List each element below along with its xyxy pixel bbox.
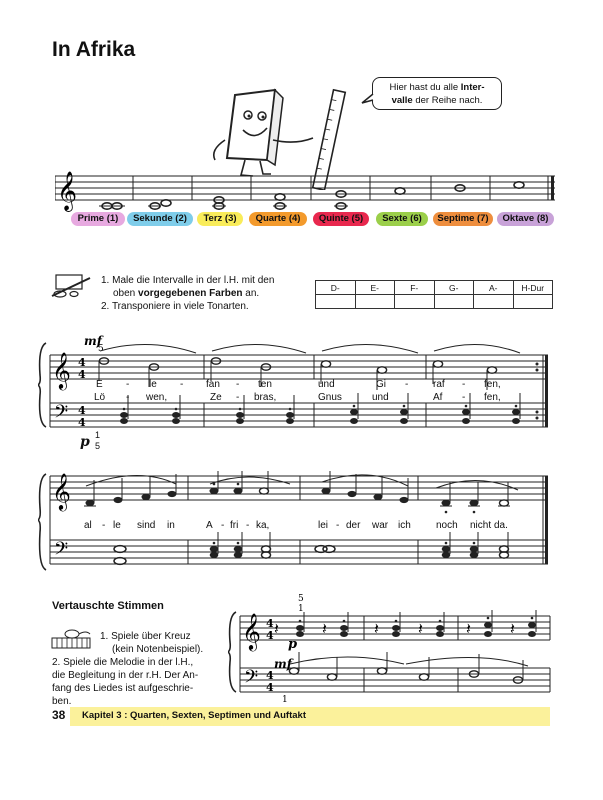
treble-clef-icon: 𝄞 — [52, 472, 71, 510]
lyric: - — [462, 379, 466, 390]
section-title: Vertauschte Stimmen — [52, 600, 164, 612]
lyric: Lö — [94, 392, 106, 403]
time-signature: 4 — [78, 416, 86, 429]
dynamic-p: p — [80, 434, 90, 450]
key-cell: D- — [316, 281, 356, 295]
lyric: nicht — [470, 520, 492, 531]
interval-label: Terz (3) — [197, 212, 243, 226]
time-signature: 4 — [266, 681, 274, 694]
rest-icon: 𝄽 — [466, 619, 471, 638]
time-signature: 4 — [78, 368, 86, 381]
rest-icon: 𝄽 — [322, 619, 327, 638]
lyric: fen, — [484, 392, 501, 403]
lyric: da. — [494, 520, 508, 531]
speech-bubble: Hier hast du alle Inter- valle der Reihe nach. — [372, 77, 502, 110]
fingering: 1 — [282, 695, 288, 704]
lyric: le — [149, 379, 157, 390]
time-signature: 4 — [266, 629, 274, 642]
interval-label: Sekunde (2) — [127, 212, 193, 226]
lyric: - — [126, 379, 130, 390]
grand-staff-3 — [228, 592, 554, 704]
interval-label: Sexte (6) — [376, 212, 428, 226]
lyric: war — [372, 520, 389, 531]
lyric: lei — [318, 520, 329, 531]
treble-clef-icon: 𝄞 — [242, 612, 261, 650]
rest-icon: 𝄽 — [274, 619, 279, 638]
lyric: sind — [137, 520, 156, 531]
key-cell: H-Dur — [513, 281, 553, 295]
lyric: - — [221, 520, 225, 531]
instructions-2: 1. Spiele über Kreuz (kein Notenbeispiel). 2. Spiele die Melodie in der l.H., die Begleitung in der r.H. Der An- fang des Liedes ist aufgeschrie- ben. — [52, 631, 204, 707]
lyric: und — [318, 379, 335, 390]
lyric: ka, — [256, 520, 270, 531]
paint-palette-icon — [50, 272, 94, 300]
lyric: bras, — [254, 392, 277, 403]
bass-clef-icon: 𝄢 — [54, 539, 69, 564]
lyric: der — [346, 520, 361, 531]
page-number: 38 — [52, 708, 66, 722]
lyric: fen, — [484, 379, 501, 390]
treble-clef-icon: 𝄞 — [57, 171, 78, 211]
lyric: - — [236, 379, 240, 390]
rest-icon: 𝄽 — [510, 619, 515, 638]
lyric: - — [126, 392, 130, 403]
lyric: und — [372, 392, 389, 403]
interval-label: Septime (7) — [433, 212, 493, 226]
key-cell: E- — [355, 281, 395, 295]
key-table — [315, 280, 553, 309]
time-signature: 4 — [78, 404, 86, 417]
interval-label: Quinte (5) — [313, 212, 369, 226]
lyric: fan — [206, 379, 220, 390]
speech-bubble-tail-icon — [360, 92, 376, 106]
time-signature: 4 — [78, 356, 86, 369]
time-signature: 4 — [266, 669, 274, 682]
interval-staff — [55, 160, 560, 212]
dynamic-p: p — [288, 637, 298, 652]
fingering: 5 — [98, 344, 104, 354]
interval-label: Prime (1) — [71, 212, 125, 226]
lyric: ten — [258, 379, 272, 390]
lyric: - — [462, 392, 466, 403]
lyric: - — [102, 520, 106, 531]
lyric: - — [180, 379, 184, 390]
lyric: ich — [398, 520, 411, 531]
bass-clef-icon: 𝄢 — [244, 667, 259, 692]
fingering: 5 — [298, 594, 304, 604]
chapter-title: Kapitel 3 : Quarten, Sexten, Septimen und Auftakt — [82, 710, 306, 721]
lyric: E — [96, 379, 103, 390]
lyric: raf — [433, 379, 445, 390]
interval-label: Quarte (4) — [249, 212, 307, 226]
key-cell: G- — [434, 281, 474, 295]
grand-staff-1 — [38, 335, 558, 435]
page-title: In Afrika — [52, 38, 136, 61]
lyric: Gnus — [318, 392, 342, 403]
lyric: fri — [230, 520, 239, 531]
rest-icon: 𝄽 — [374, 619, 379, 638]
fingering: 1 — [298, 604, 304, 614]
lyric: - — [336, 520, 340, 531]
lyric: al — [84, 520, 92, 531]
lyric: in — [167, 520, 175, 531]
lyric: wen, — [146, 392, 168, 403]
instructions-1: 1. Male die Intervalle in der l.H. mit den oben vorgegebenen Farben an. 2. Transponiere in viele Tonarten. — [101, 275, 275, 312]
lyric: - — [405, 379, 409, 390]
interval-label: Oktave (8) — [497, 212, 554, 226]
lyric: Ze — [210, 392, 222, 403]
lyric: - — [236, 392, 240, 403]
lyric: A — [206, 520, 213, 531]
lyric: noch — [436, 520, 458, 531]
dynamic-mf: mf — [84, 335, 102, 348]
treble-clef-icon: 𝄞 — [52, 351, 71, 389]
lyric: Gi — [376, 379, 386, 390]
dynamic-mf: mf — [274, 657, 292, 671]
bass-clef-icon: 𝄢 — [54, 402, 69, 427]
fingering: 1 5 — [95, 430, 101, 451]
lyric: Af — [433, 392, 443, 403]
rest-icon: 𝄽 — [418, 619, 423, 638]
lyric: le — [113, 520, 121, 531]
time-signature: 4 — [266, 617, 274, 630]
lyric: - — [246, 520, 250, 531]
key-cell: F- — [395, 281, 435, 295]
key-cell: A- — [474, 281, 514, 295]
